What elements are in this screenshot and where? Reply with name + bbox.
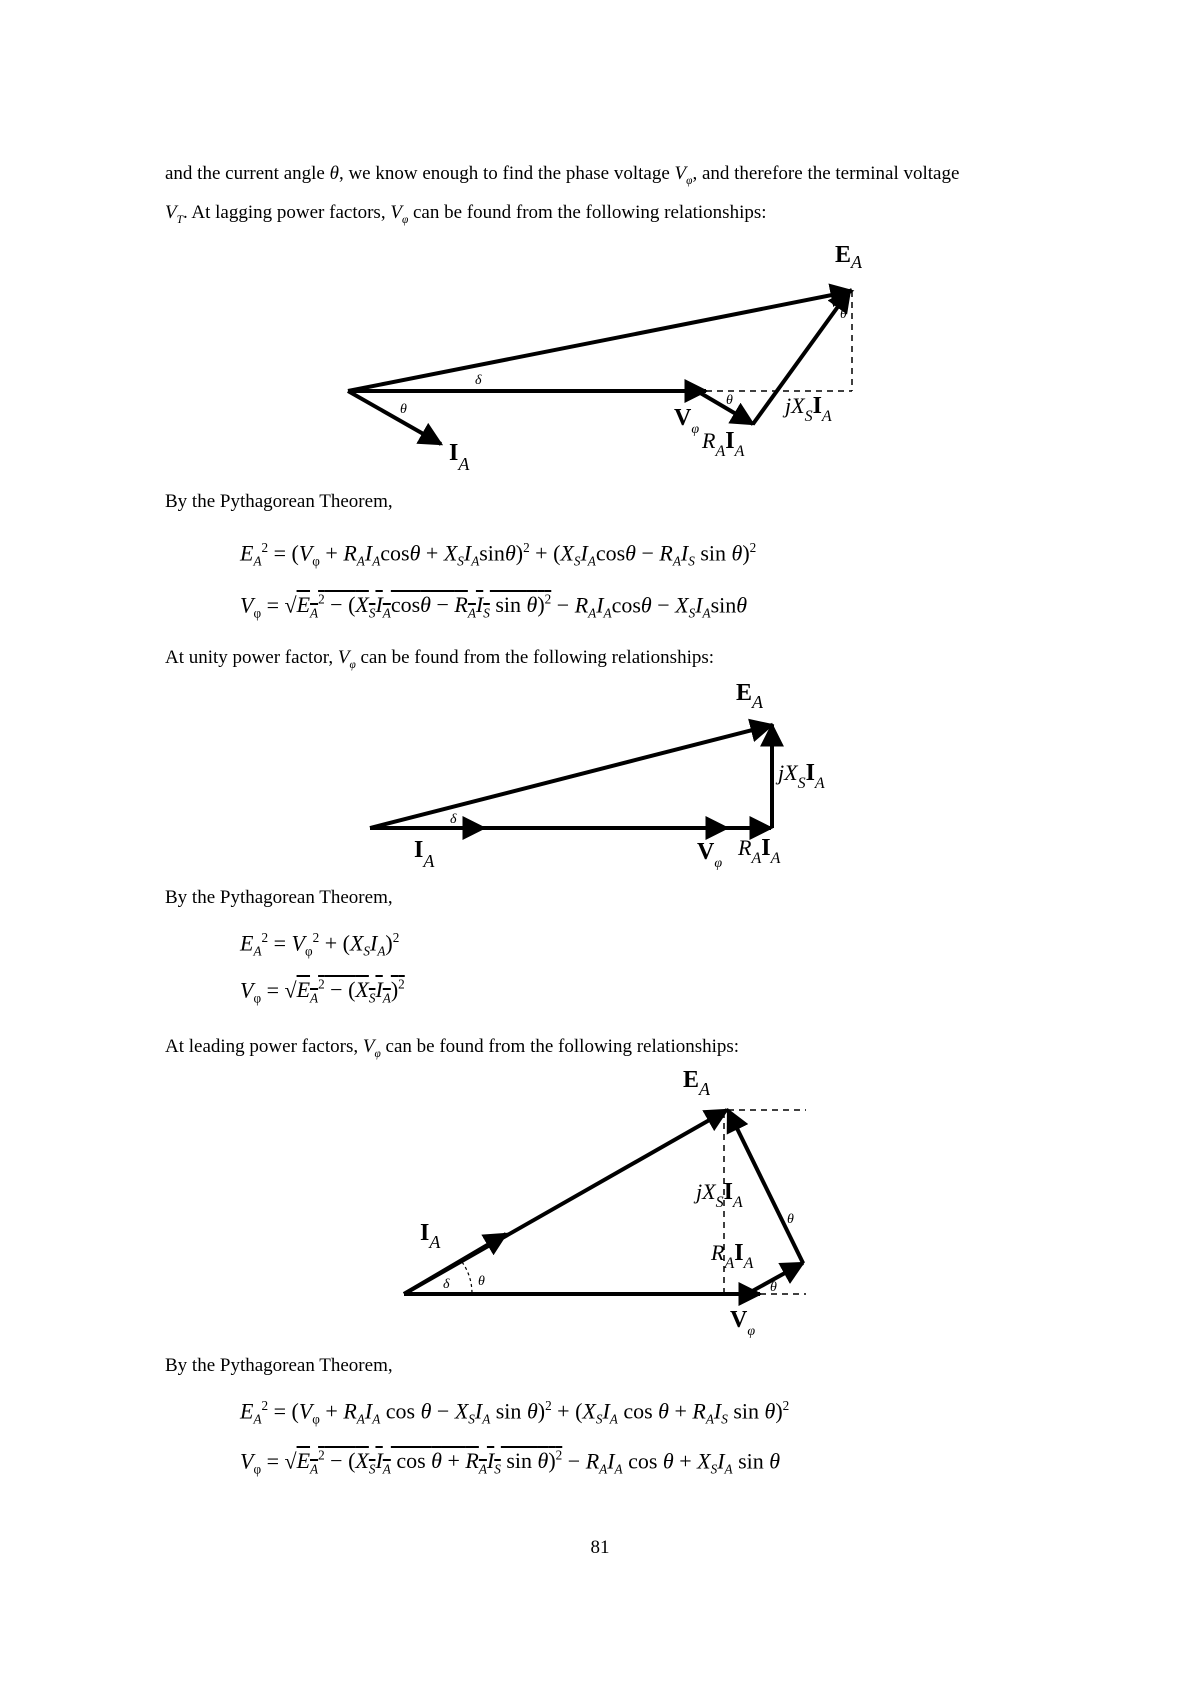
intro-text: can be found from the following relationships:: [413, 202, 767, 223]
raia-arrow: [697, 391, 753, 424]
ea-label: $E_A$: [736, 680, 764, 712]
vphi-symbol: $V_\varphi$: [674, 163, 693, 187]
ea-label: $E_A$: [835, 242, 863, 272]
leading-equation-1: $E_A^2 = (V_\varphi + R_AI_A$ $\cos \theta - X_SI_A$ $\sin \theta)^2 + (X_SI_A$ $\cos \theta + R_AI_S$ sin θ)$^2$: [240, 1398, 790, 1427]
delta-label: δ: [475, 373, 482, 388]
intro-text: . At lagging power factors,: [182, 202, 386, 223]
unity-equation-1: $E_A^2 = V_\varphi^2 + (X_SI_A)^2$: [240, 930, 400, 959]
lagging-equation-2: $V_\varphi = √E_A^2 - (X_SI_A\cos\theta - R_AI_S$ $\sin \theta)^2 - R_AI_A\cos\theta - X_SI_A\sin\theta$: [240, 592, 748, 621]
vphi-label: $V_\varphi$: [697, 839, 723, 871]
ia-label: $I_A$: [449, 440, 470, 474]
ia-label: $I_A$: [414, 837, 435, 871]
leading-diagram: [404, 1067, 806, 1339]
raia-label: $R_AI_A$: [738, 835, 781, 867]
ia-arrow: [348, 391, 441, 444]
intro-text: , we know enough to find the phase voltage: [338, 163, 670, 184]
raia-label: $R_AI_A$: [702, 428, 745, 460]
ea-label: $E_A$: [683, 1067, 711, 1099]
jxsia-label: $jX_SI_A$: [778, 760, 825, 792]
unity-intro: At unity power factor, $V_\varphi$ can be found from the following relationships:: [165, 647, 715, 671]
theta-label: θ: [840, 307, 847, 322]
ia-label: $I_A$: [420, 1220, 441, 1252]
theta-label: θ: [478, 1274, 485, 1289]
lagging-diagram: [348, 242, 863, 474]
vt-symbol: $V_T$: [165, 202, 183, 226]
leading-pythag-text: By the Pythagorean Theorem,: [165, 1355, 393, 1376]
unity-equation-2: $V_\varphi = √E_A^2 - (X_SI_A)^2$: [240, 977, 405, 1006]
leading-equation-2: $V_\varphi = √E_A^2 - (X_SI_A$ $\cos \theta + R_AI_S$ $\sin \theta)^2 - R_AI_A$ $\cos \theta + X_SI_A$ sin θ: [240, 1448, 781, 1477]
jxsia-label: $jX_SI_A$: [785, 393, 832, 425]
vphi-symbol: $V_\varphi$: [390, 202, 409, 226]
ea-arrow: [348, 291, 852, 391]
vphi-label: $V_\varphi$: [730, 1307, 756, 1339]
unity-diagram: [370, 680, 825, 871]
vphi-label: $V_\varphi$: [674, 405, 700, 437]
ea-arrow: [370, 725, 772, 828]
leading-intro: At leading power factors, $V_\varphi$ can be found from the following relationships:: [165, 1036, 740, 1060]
intro-text: and the current angle: [165, 163, 325, 184]
delta-label: δ: [443, 1277, 450, 1292]
lagging-equation-1: $E_A^2 = (V_\varphi + R_AI_A\cos\theta + X_SI_A\sin\theta)^2 + (X_SI_A\cos\theta - R_AI_S$ sin θ)$^2$: [240, 540, 757, 569]
intro-text: , and therefore the terminal voltage: [692, 163, 960, 184]
delta-label: δ: [450, 812, 457, 827]
jxsia-label: $jX_SI_A$: [696, 1179, 743, 1211]
lagging-pythag-text: By the Pythagorean Theorem,: [165, 491, 393, 512]
theta-label: θ: [787, 1212, 794, 1227]
raia-label: $R_AI_A$: [711, 1240, 754, 1272]
theta-symbol: θ: [329, 163, 339, 184]
theta-label: θ: [726, 393, 733, 408]
page-number: 81: [590, 1537, 610, 1558]
theta-label: θ: [400, 402, 407, 417]
theta-arc: [462, 1262, 472, 1294]
unity-pythag-text: By the Pythagorean Theorem,: [165, 887, 393, 908]
theta-label: θ: [770, 1280, 777, 1295]
